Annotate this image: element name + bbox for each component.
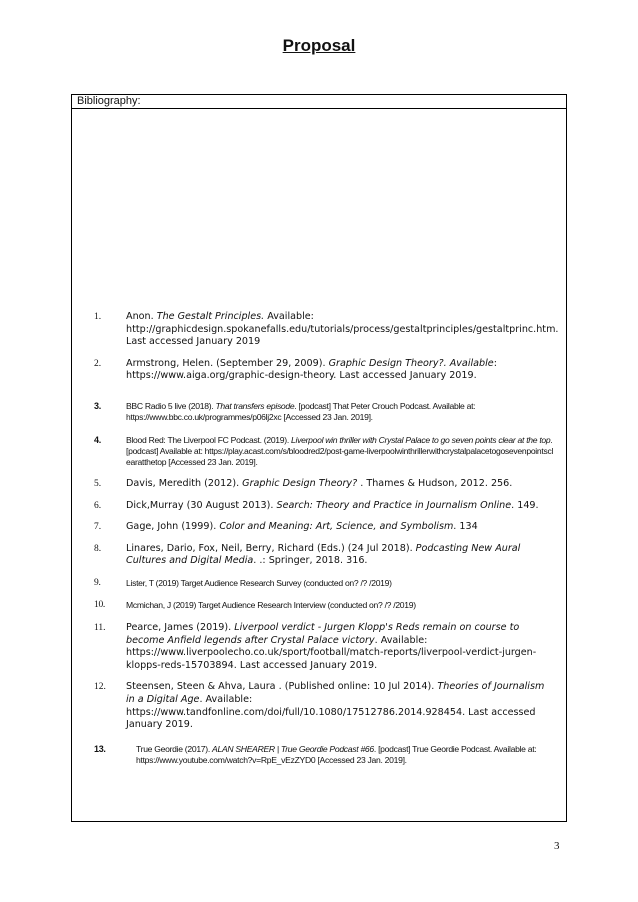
reference-number: 10. [94,599,105,610]
reference-text: Blood Red: The Liverpool FC Podcast. (2019). Liverpool win thriller with Crystal Palace to go seven points clear at the top. [podcast] Available at: https://play.acast.com/s/bloodred2/post-game-liverpoolwinthrillerwithcrystalpalacetogosevenpointsclearatthetop [Accessed 23 Jan. 2019]. [126,434,554,467]
reference-text: BBC Radio 5 live (2018). That transfers episode. [podcast] That Peter Crouch Podcast. Available at: https://www.bbc.co.uk/programmes/p06lj2xc [Accessed 23 Jan. 2019]. [126,400,476,422]
reference-text: Dick,Murray (30 August 2013). Search: Theory and Practice in Journalism Online. 149. [126,499,539,511]
bibliography-box [71,94,567,822]
reference-item [94,744,556,766]
reference-text: Pearce, James (2019). Liverpool verdict - Jurgen Klopp's Reds remain on course to become Anfield legends after Crystal Palace victory. Available: https://www.liverpoolecho.co.uk/sport/football/match-reports/liverpool-verdict-jurgen-klopps-reds-15703894. Last accessed January 2019. [126,621,537,671]
reference-item [94,500,556,513]
reference-item [94,478,556,491]
reference-text: Lister, T (2019) Target Audience Research Survey (conducted on? /? /2019) [126,577,392,588]
page-title: Proposal [282,36,356,55]
reference-text: Anon. The Gestalt Principles. Available: http://graphicdesign.spokanefalls.edu/tutorials/process/gestaltprinciples/gestaltprinc.htm. Last accessed January 2019 [126,311,559,348]
reference-text: Davis, Meredith (2012). Graphic Design Theory? . Thames & Hudson, 2012. 256. [126,477,513,489]
reference-number: 7. [94,522,102,533]
reference-item [94,600,556,611]
reference-number: 2. [94,358,102,369]
reference-number: 8. [94,543,102,554]
reference-item [94,358,556,383]
reference-text: Linares, Dario, Fox, Neil, Berry, Richard (Eds.) (24 Jul 2018). Podcasting New Aural Cultures and Digital Media. .: Springer, 2018. 316. [126,542,521,567]
reference-item [94,435,556,468]
reference-text: Gage, John (1999). Color and Meaning: Art, Science, and Symbolism. 134 [126,521,478,533]
reference-text: Mcmichan, J (2019) Target Audience Research Interview (conducted on? /? /2019) [126,599,416,610]
reference-number: 13. [94,743,106,754]
reference-item [94,543,556,568]
reference-number: 9. [94,577,101,588]
reference-number: 5. [94,478,102,489]
reference-text: Steensen, Steen & Ahva, Laura . (Published online: 10 Jul 2014). Theories of Journalism in a Digital Age. Available: https://www.tandfonline.com/doi/full/10.1080/17512786.2014.928454. Last accessed January 2019. [126,681,545,731]
reference-text: Armstrong, Helen. (September 29, 2009). Graphic Design Theory?. Available: https://www.aiga.org/graphic-design-theory. Last accessed January 2019. [126,357,497,382]
reference-number: 6. [94,500,102,511]
reference-item [94,311,559,349]
reference-text: True Geordie (2017). ALAN SHEARER | True Geordie Podcast #66. [podcast] True Geordie Podcast. Available at: https://www.youtube.com/watch?v=RpE_vEzZYD0 [Accessed 23 Jan. 2019]. [136,743,537,765]
reference-item [94,578,556,589]
reference-list [94,311,559,766]
bibliography-heading: Bibliography: [72,95,566,109]
page-number: 3 [554,840,560,852]
reference-item [94,401,556,423]
reference-number: 4. [94,434,101,445]
reference-item [94,622,556,672]
reference-number: 12. [94,682,106,693]
reference-number: 11. [94,622,106,633]
reference-number: 1. [94,312,102,322]
reference-item [94,521,556,534]
reference-number: 3. [94,400,101,411]
reference-item [94,681,556,731]
